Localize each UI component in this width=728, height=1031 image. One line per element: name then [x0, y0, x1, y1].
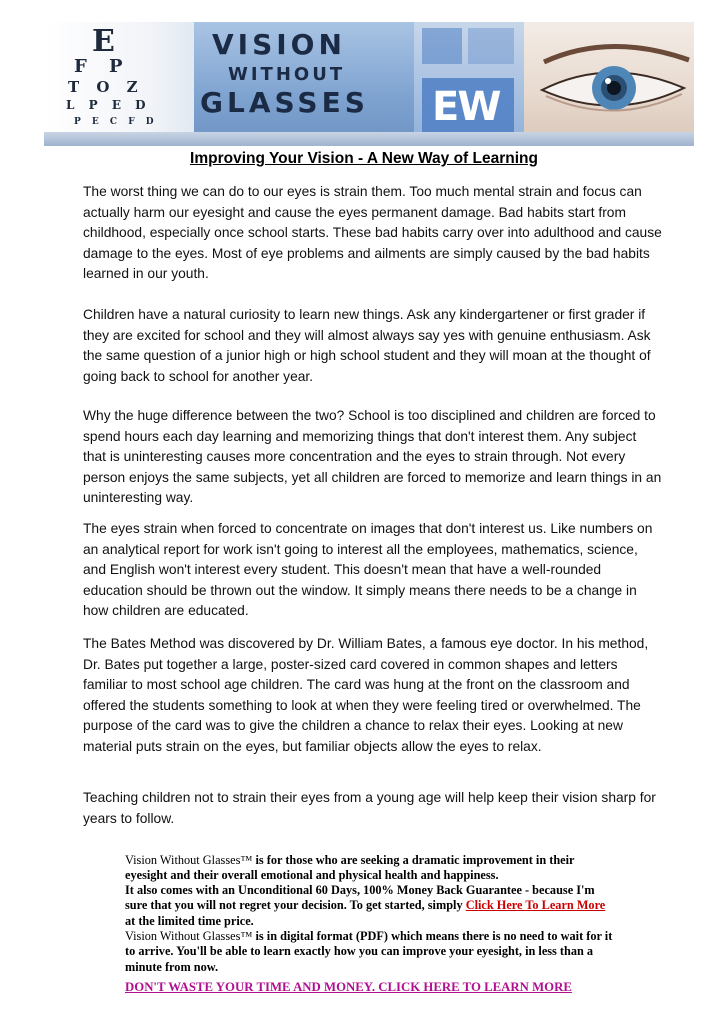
ew-logo-text: EW: [432, 84, 500, 130]
promo-paragraph: [125, 853, 615, 884]
eye-chart-row: L P E D: [66, 98, 151, 112]
article-paragraph: Children have a natural curiosity to learn new things. Ask any kindergartener or first grader if they are excited for school and they will almost always say yes with genuine enthusiasm. Ask the same question of a junior high or high school student and they will moan at the thought of going back to school for another year.: [83, 307, 651, 384]
article-title: Improving Your Vision - A New Way of Learning: [190, 150, 538, 167]
ew-logo-graphic: [414, 22, 524, 146]
logo-block-shape: [468, 28, 514, 64]
article-paragraph: The eyes strain when forced to concentrate on images that don't interest us. Like numbers on an analytical report for work isn't going to interest all the employees, mathematics, science, and English won't interest every student. This doesn't mean that have a well-rounded education should be thrown out the window. It simply means there needs to be a change in how children are educated.: [83, 521, 653, 619]
brand-title-line: GLASSES: [200, 86, 369, 119]
promo-text: at the limited time price.: [125, 913, 254, 928]
header-banner: [44, 22, 694, 146]
article-paragraph: Why the huge difference between the two? School is too disciplined and children are forced to spend hours each day learning and memorizing things that don't interest them. Any subject that is uninteresting causes more concentration and the eyes to strain through. Not every person enjoys the same subjects, yet all children are forced to memorize and learn things in an uninteresting way.: [83, 408, 662, 506]
eye-chart-row: T O Z: [68, 78, 144, 96]
cta-learn-more-link[interactable]: DON'T WASTE YOUR TIME AND MONEY. CLICK HERE TO LEARN MORE: [125, 980, 572, 994]
brand-title-line: VISION: [212, 28, 346, 61]
banner-bottom-strip: [44, 132, 694, 146]
brand-name: Vision Without Glasses™: [125, 853, 253, 867]
promo-paragraph: [125, 883, 615, 929]
brand-title-line: WITHOUT: [228, 64, 346, 85]
eye-chart-row: F P: [74, 56, 131, 77]
article-paragraph: Teaching children not to strain their eyes from a young age will help keep their vision sharp for years to follow.: [83, 790, 656, 826]
article-paragraph: The worst thing we can do to our eyes is strain them. Too much mental strain and focus can actually harm our eyesight and cause the eyes permanent damage. Bad habits start from childhood, especially once school starts. These bad habits carry over into adulthood and cause damage to the eyes. Most of eye problems and ailments are simply caused by the bad habits learned in our youth.: [83, 184, 662, 282]
promo-text: is for those who are seeking a dramatic improvement in their eyesight and their overall emotional and physical health and happiness.: [125, 853, 575, 883]
eye-chart-row: P E C F D: [74, 117, 158, 127]
learn-more-link[interactable]: Click Here To Learn More: [465, 898, 606, 913]
brand-name: Vision Without Glasses™: [125, 929, 253, 943]
eye-chart-graphic: [44, 22, 194, 146]
brand-title-panel: [194, 22, 414, 146]
logo-block-shape: [422, 28, 462, 64]
article-paragraph: The Bates Method was discovered by Dr. William Bates, a famous eye doctor. In his method, Dr. Bates put together a large, poster-sized card covered in common shapes and letters familiar to most school age children. The card was hung at the front on the classroom and offered the students something to look at when they were feeling tired or overwhelmed. The purpose of the card was to give the children a chance to relax their eyes. Looking at new material puts strain on the eyes, but familiar objects allow the eyes to relax.: [83, 636, 649, 754]
eye-photo: [524, 22, 694, 146]
promo-paragraph: [125, 929, 615, 975]
eye-illustration: [524, 22, 694, 146]
eye-chart-row: E: [92, 24, 115, 59]
promo-text: is in digital format (PDF) which means there is no need to wait for it to arrive. You'll be able to learn exactly how you can improve your eyesight, in less than a minute from now.: [125, 929, 613, 974]
promo-text: It also comes with an Unconditional 60 Days, 100% Money Back Guarantee - because I'm sure that you will not regret your decision. To get started, simply: [125, 883, 595, 913]
